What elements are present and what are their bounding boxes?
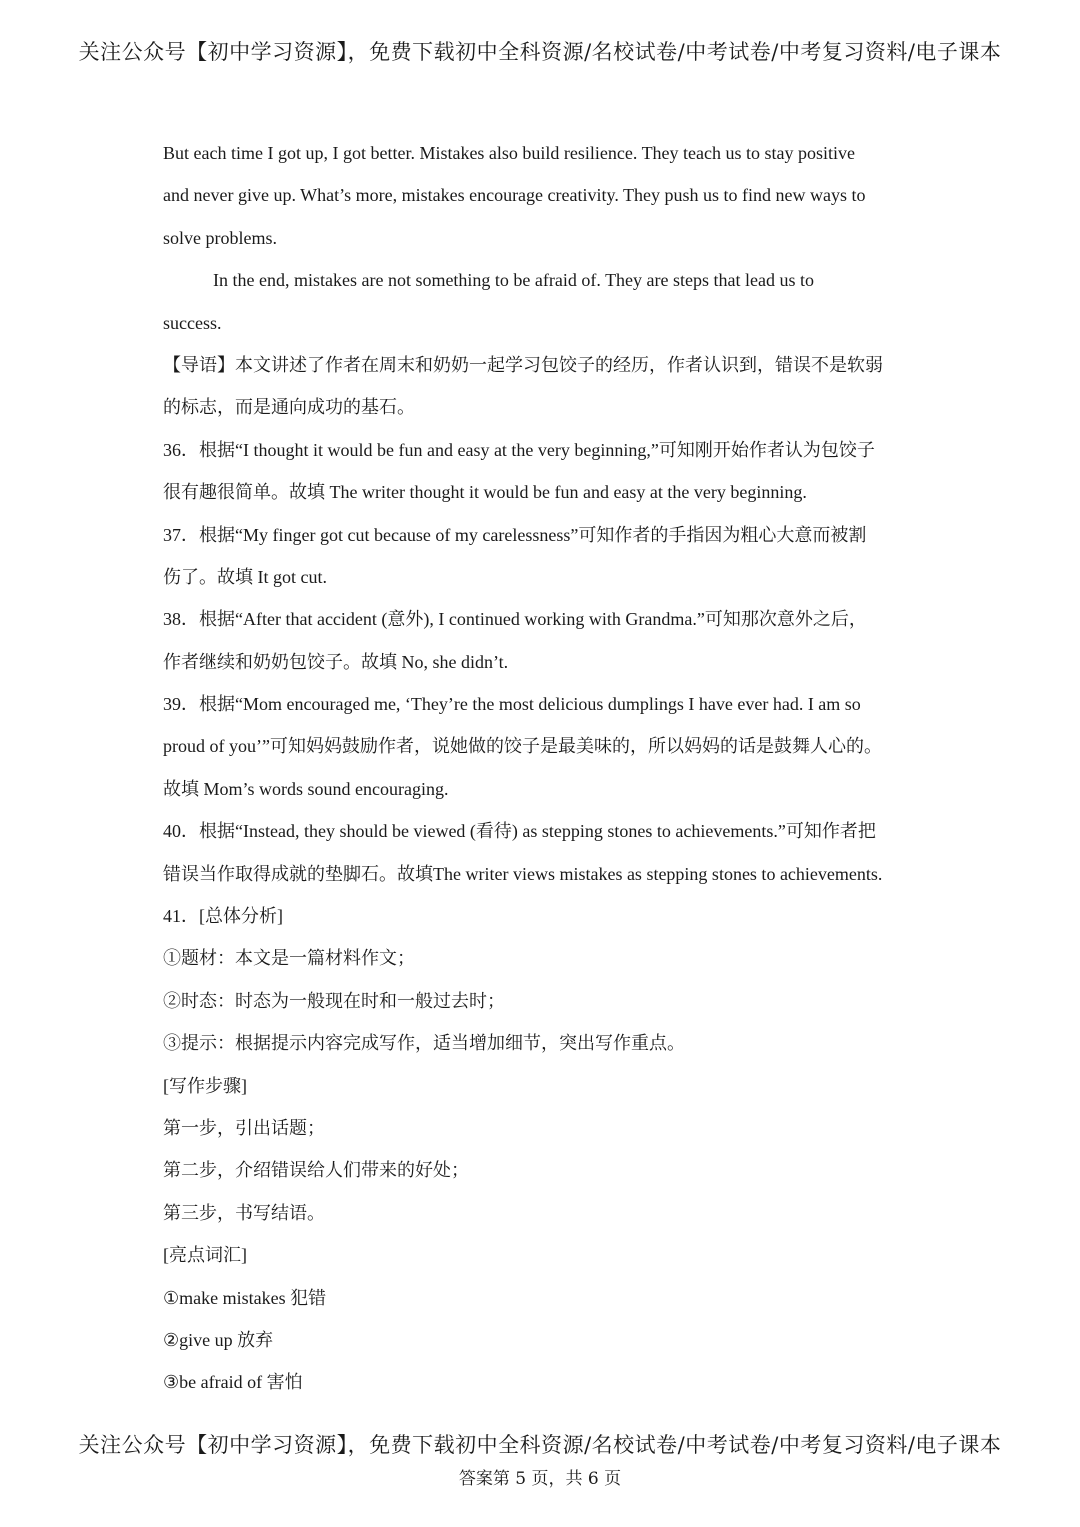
vocab-item: ②give up 放弃	[163, 1329, 274, 1350]
section-heading: [亮点词汇]	[163, 1245, 247, 1266]
vocab-item: ①make mistakes 犯错	[163, 1287, 327, 1308]
text-line: success.	[163, 312, 222, 333]
answer-41-line: 41．[总体分析]	[163, 906, 283, 927]
answer-36-line: 很有趣很简单。故填 The writer thought it would be fun and easy at the very beginning.	[163, 482, 807, 503]
answer-36-line: 36．根据“I thought it would be fun and easy at the very beginning,”可知刚开始作者认为包饺子	[163, 439, 875, 460]
intro-line: 的标志，而是通向成功的基石。	[163, 397, 415, 418]
answer-38-line: 38．根据“After that accident (意外), I continued working with Grandma.”可知那次意外之后，	[163, 609, 867, 630]
section-heading: [写作步骤]	[163, 1075, 247, 1096]
step-item: 第三步，书写结语。	[163, 1202, 325, 1223]
answer-38-line: 作者继续和奶奶包饺子。故填 No, she didn’t.	[163, 651, 509, 672]
answer-39-line: 39．根据“Mom encouraged me, ‘They’re the most delicious dumplings I have ever had. I am so	[163, 694, 861, 715]
answer-37-line: 伤了。故填 It got cut.	[163, 566, 327, 587]
analysis-item: ③提示：根据提示内容完成写作，适当增加细节，突出写作重点。	[163, 1033, 685, 1054]
text-line: In the end, mistakes are not something to be afraid of. They are steps that lead us to	[213, 270, 814, 291]
page-number: 答案第 5 页，共 6 页	[458, 1469, 622, 1489]
analysis-item: ①题材：本文是一篇材料作文；	[163, 948, 415, 969]
answer-content	[163, 136, 943, 1408]
answer-40-line: 错误当作取得成就的垫脚石。故填The writer views mistakes as stepping stones to achievements.	[163, 863, 883, 884]
answer-39-line: 故填 Mom’s words sound encouraging.	[163, 778, 449, 799]
answer-37-line: 37．根据“My finger got cut because of my carelessness”可知作者的手指因为粗心大意而被割	[163, 524, 867, 545]
answer-40-line: 40．根据“Instead, they should be viewed (看待) as stepping stones to achievements.”可知作者把	[163, 821, 876, 842]
analysis-item: ②时态：时态为一般现在时和一般过去时；	[163, 990, 505, 1011]
footer-banner: 关注公众号【初中学习资源】，免费下载初中全科资源/名校试卷/中考试卷/中考复习资料/电子课本	[78, 1433, 1002, 1457]
text-line: solve problems.	[163, 227, 277, 248]
header-banner: 关注公众号【初中学习资源】，免费下载初中全科资源/名校试卷/中考试卷/中考复习资料/电子课本	[78, 40, 1002, 64]
intro-line: 【导语】本文讲述了作者在周末和奶奶一起学习包饺子的经历，作者认识到，错误不是软弱	[163, 354, 883, 375]
text-line: and never give up. What’s more, mistakes encourage creativity. They push us to find new ways to	[163, 185, 866, 206]
answer-39-line: proud of you’”可知妈妈鼓励作者，说她做的饺子是最美味的，所以妈妈的话是鼓舞人心的。	[163, 736, 882, 757]
vocab-item: ③be afraid of 害怕	[163, 1372, 303, 1393]
text-line: But each time I got up, I got better. Mistakes also build resilience. They teach us to stay positive	[163, 143, 856, 163]
step-item: 第一步，引出话题；	[163, 1117, 325, 1138]
step-item: 第二步，介绍错误给人们带来的好处；	[163, 1160, 469, 1181]
